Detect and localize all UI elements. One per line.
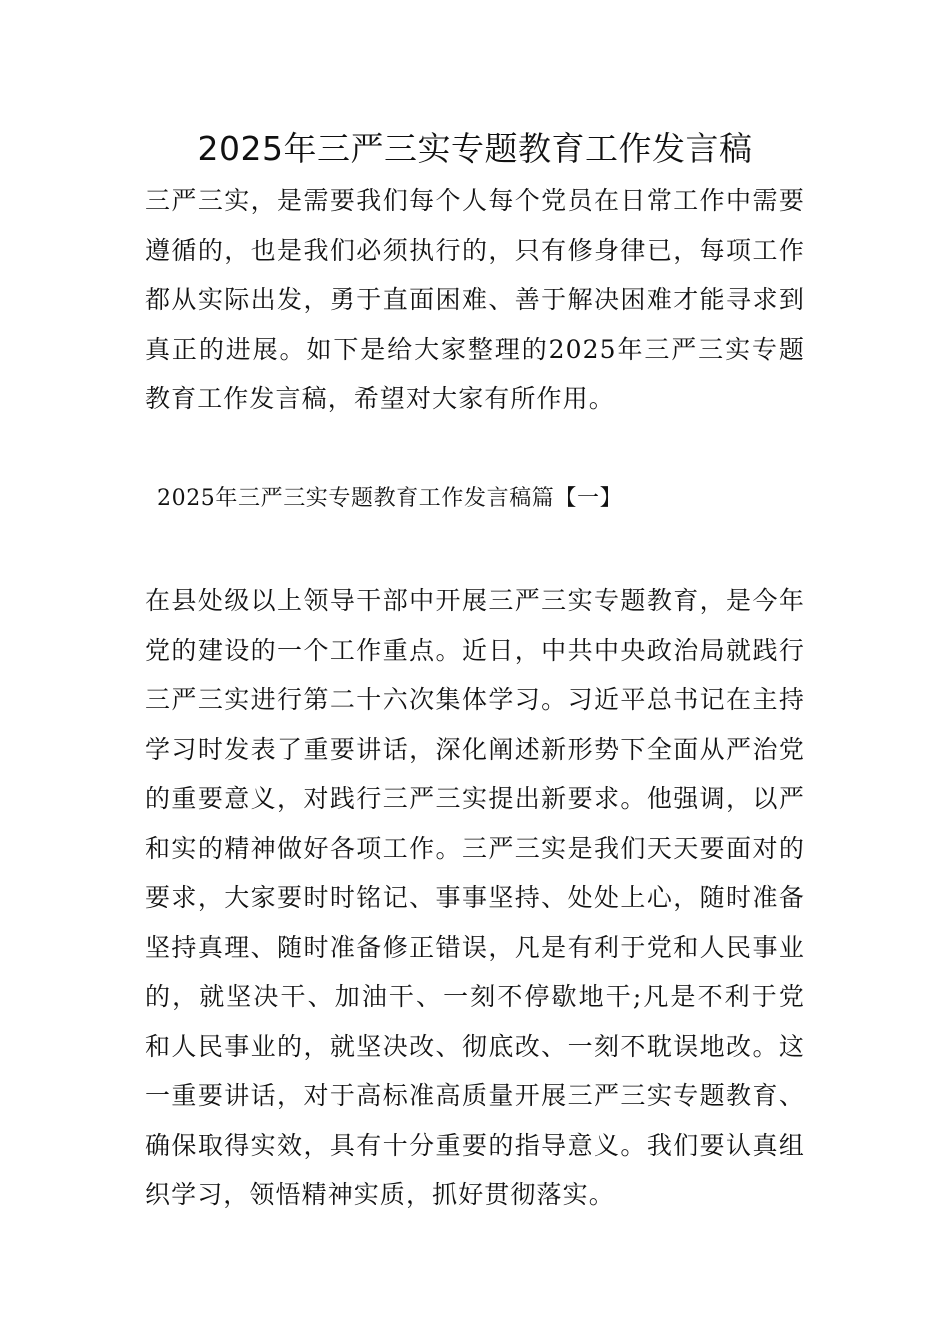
document-title: 2025年三严三实专题教育工作发言稿 <box>197 129 753 168</box>
section-heading: 2025年三严三实专题教育工作发言稿篇【一】 <box>157 486 623 511</box>
body-paragraph: 在县处级以上领导干部中开展三严三实专题教育，是今年党的建设的一个工作重点。近日，中共中央政治局就践行三严三实进行第二十六次集体学习。习近平总书记在主持学习时发表了重要讲话，深化阐述新形势下全面从严治党的重要意义，对践行三严三实提出新要求。他强调，以严和实的精神做好各项工作。三严三实是我们天天要面对的要求，大家要时时铭记、事事坚持、处处上心，随时准备坚持真理、随时准备修正错误，凡是有利于党和人民事业的，就坚决干、加油干、一刻不停歇地干;凡是不利于党和人民事业的，就坚决改、彻底改、一刻不耽误地改。这一重要讲话，对于高标准高质量开展三严三实专题教育、确保取得实效，具有十分重要的指导意义。我们要认真组织学习，领悟精神实质，抓好贯彻落实。 <box>145 586 805 1209</box>
intro-paragraph: 三严三实，是需要我们每个人每个党员在日常工作中需要遵循的，也是我们必须执行的，只有修身律已，每项工作都从实际出发，勇于直面困难、善于解决困难才能寻求到真正的进展。如下是给大家整理的2025年三严三实专题教育工作发言稿，希望对大家有所作用。 <box>145 186 805 413</box>
